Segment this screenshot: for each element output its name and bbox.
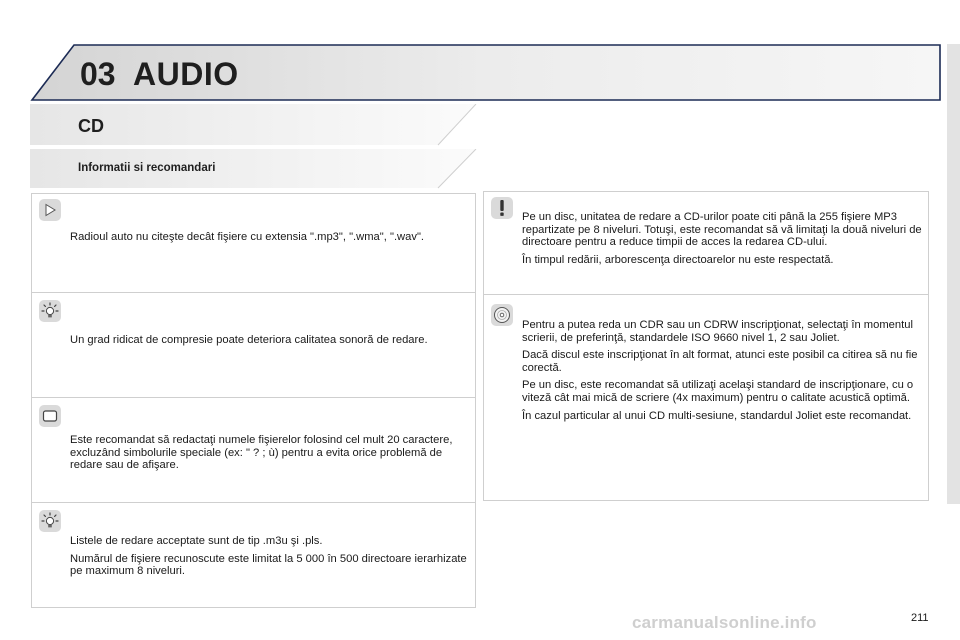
info-box-file-extensions	[31, 193, 476, 293]
paragraph: Dacă discul este inscripţionat în alt format, atunci este posibil ca citirea să nu fie corectă.	[522, 349, 918, 374]
paragraph: În timpul redării, arborescenţa directoarelor nu este respectată.	[522, 253, 834, 266]
paragraph: Pe un disc, este recomandat să utilizaţi acelaşi standard de inscripţionare, cu o viteză cât mai mică de scriere (4x maximum) pentru o calitate acustică optimă.	[522, 379, 914, 404]
exclamation-icon	[491, 197, 513, 219]
paragraph: Un grad ridicat de compresie poate deteriora calitatea sonoră de redare.	[70, 334, 428, 346]
side-strip	[947, 44, 960, 504]
memo-box-icon	[39, 405, 61, 427]
box-text	[522, 319, 922, 427]
box-text	[70, 434, 476, 477]
paragraph: Pentru a putea reda un CDR sau un CDRW inscripţionat, selectaţi în momentul scrierii, de preferinţă, standardele ISO 9660 nivel 1, 2 sau Joliet.	[522, 319, 913, 344]
paragraph: Este recomandat să redactaţi numele fişierelor folosind cel mult 20 caractere, excluzând simbolurile speciale (ex: " ? ; ù) pentru a evita orice problemă de redare sau de afişare.	[70, 434, 453, 472]
paragraph: Numărul de fişiere recunoscute este limitat la 5 000 în 500 directoare ierarhizate pe maximum 8 niveluri.	[70, 552, 467, 578]
info-box-playlists	[31, 502, 476, 608]
header-banner	[0, 0, 947, 110]
paragraph: Listele de redare acceptate sunt de tip .m3u şi .pls.	[70, 535, 323, 547]
info-box-cdr-standards	[483, 294, 929, 501]
cd-disc-icon	[491, 304, 513, 326]
box-text	[70, 334, 470, 352]
lightbulb-icon	[39, 510, 61, 532]
section-title: CD	[78, 116, 104, 136]
box-text	[70, 231, 470, 249]
lightbulb-icon	[39, 300, 61, 322]
watermark: carmanualsonline.info	[632, 613, 817, 632]
box-text	[70, 535, 474, 583]
info-box-compression	[31, 292, 476, 398]
box-text	[522, 211, 927, 271]
paragraph: În cazul particular al unui CD multi-sesiune, standardul Joliet este recomandat.	[522, 409, 912, 422]
chapter-number: 03	[80, 56, 116, 92]
info-box-file-names	[31, 397, 476, 503]
subsection-title: Informatii si recomandari	[78, 162, 216, 174]
chapter-title: AUDIO	[133, 56, 239, 92]
warning-box-mp3-levels	[483, 191, 929, 295]
paragraph: Pe un disc, unitatea de redare a CD-urilor poate citi până la 255 fişiere MP3 repartizate pe 8 niveluri. Totuşi, este recomandat să vă limitaţi la două niveluri de directoare pentru a reduce timpii de acces la redarea CD-ului.	[522, 211, 922, 249]
play-triangle-icon	[39, 199, 61, 221]
page-number: 211	[911, 612, 929, 624]
paragraph: Radioul auto nu citeşte decât fişiere cu extensia ".mp3", ".wma", ".wav".	[70, 231, 425, 243]
